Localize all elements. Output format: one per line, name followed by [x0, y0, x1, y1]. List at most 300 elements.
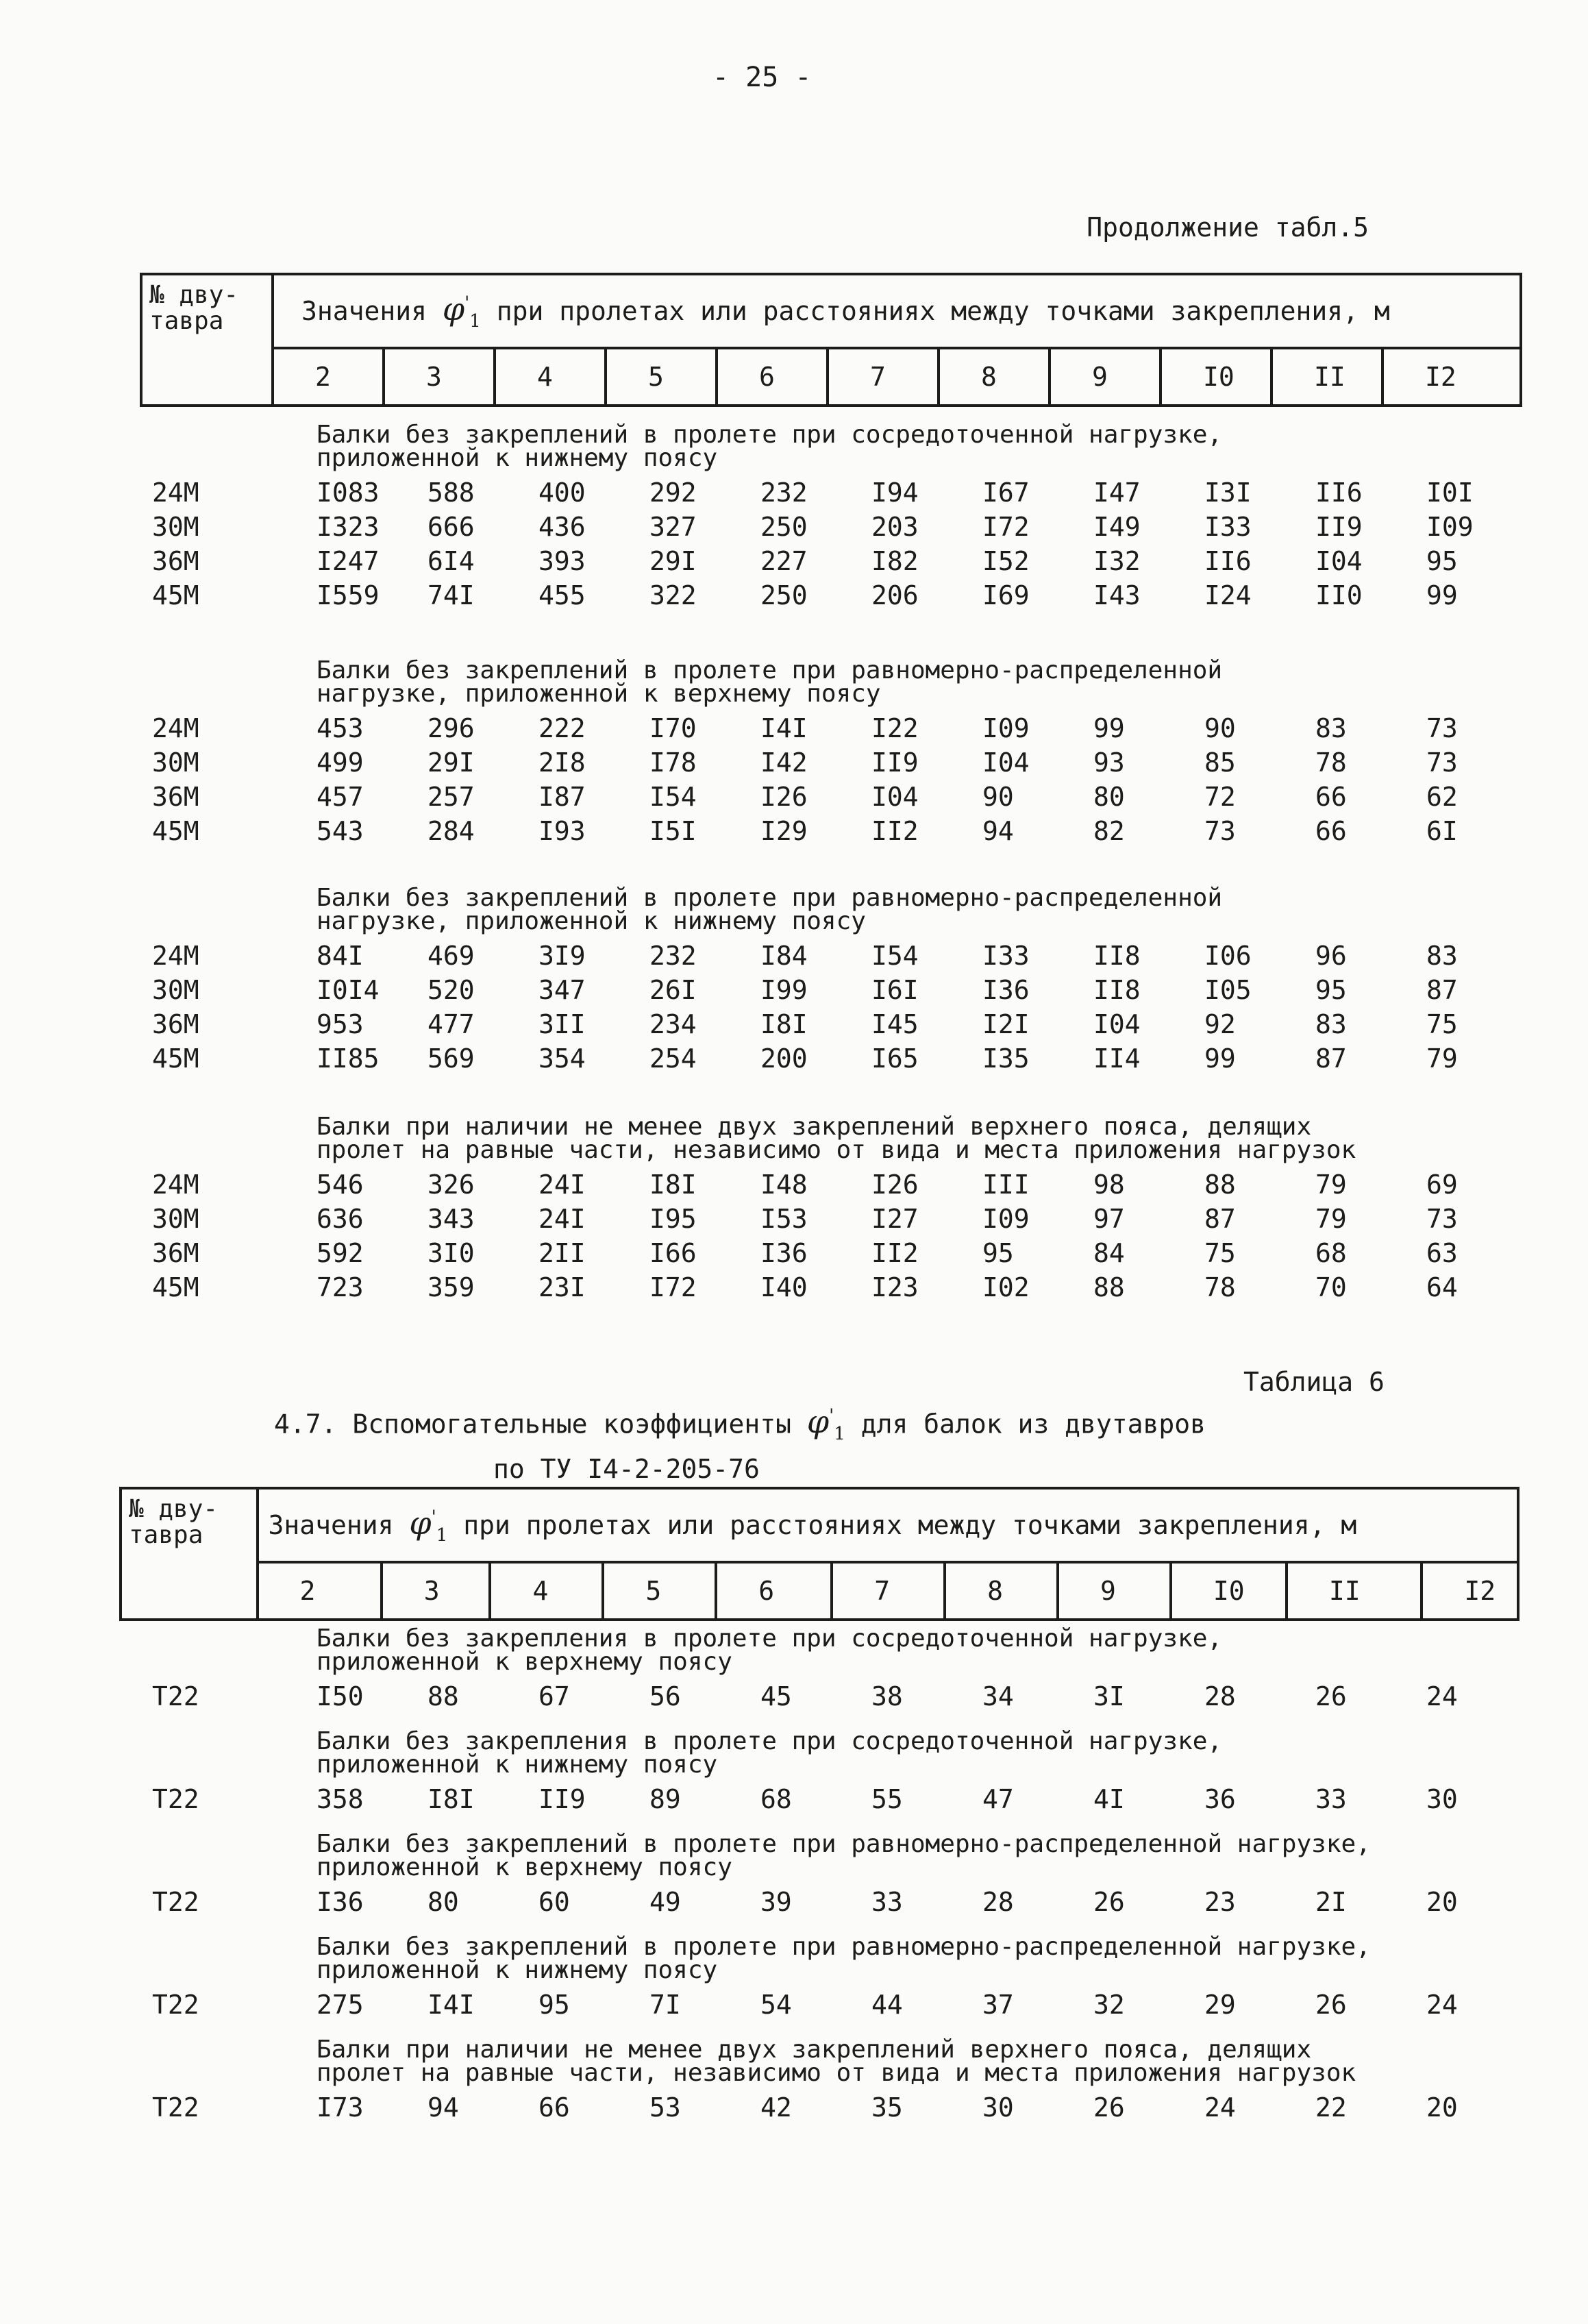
table-cell: 90	[1204, 713, 1236, 743]
table-cell: 93	[1093, 747, 1125, 778]
table-cell: 72	[1204, 782, 1236, 812]
table-cell: 2I8	[538, 747, 586, 778]
table-cell: 24	[1426, 1990, 1458, 2020]
table-cell: 87	[1204, 1204, 1236, 1234]
table-cell: 98	[1093, 1170, 1125, 1200]
section-title	[274, 1399, 1206, 1486]
table-row	[137, 1885, 1535, 1919]
group-title-line: нагрузке, приложенной к нижнему поясу	[317, 907, 866, 935]
group-title	[317, 1933, 1535, 1984]
table5-span-header: 7	[828, 348, 939, 406]
table6-label: Таблица 6	[1243, 1367, 1385, 1397]
table-cell: 26	[1093, 1887, 1125, 1917]
group-title-line: Балки без закреплений в пролете при равномерно-распределенной нагрузке,	[317, 1933, 1371, 1961]
table-cell: 83	[1315, 1009, 1347, 1039]
table-cell: 66	[1315, 782, 1347, 812]
table-cell: 94	[427, 2092, 459, 2123]
table5-header-prefix: Значения	[301, 295, 427, 326]
table-cell: I94	[871, 478, 919, 508]
table-cell: 44	[871, 1990, 903, 2020]
table-cell: 4I	[1093, 1784, 1125, 1814]
table6-group	[137, 1624, 1535, 1714]
beam-label: 36M	[152, 1009, 199, 1039]
table-row	[137, 510, 1535, 544]
beam-label: T22	[152, 2092, 199, 2123]
table-cell: 592	[317, 1238, 364, 1268]
group-title	[317, 884, 1535, 935]
table-cell: 80	[427, 1887, 459, 1917]
table-cell: 95	[1315, 975, 1347, 1005]
beam-label: 36M	[152, 782, 199, 812]
table-cell: 79	[1426, 1043, 1458, 1074]
table6-span-header: II	[1287, 1562, 1422, 1620]
table5-span-header: I2	[1382, 348, 1521, 406]
table-cell: 97	[1093, 1204, 1125, 1234]
beam-label: T22	[152, 1784, 199, 1814]
table-cell: 24I	[538, 1170, 586, 1200]
table-cell: 453	[317, 713, 364, 743]
table-cell: I36	[317, 1887, 364, 1917]
table-cell: 457	[317, 782, 364, 812]
table-cell: 222	[538, 713, 586, 743]
table-cell: 6I4	[427, 546, 475, 576]
table-cell: 400	[538, 478, 586, 508]
table-cell: 47	[982, 1784, 1014, 1814]
table-cell: I0I4	[317, 975, 380, 1005]
table-cell: II6	[1315, 478, 1363, 508]
table6-span-header: 2	[258, 1562, 382, 1620]
table-cell: I33	[982, 941, 1030, 971]
table5-col-header-beam-number: № дву- тавра	[141, 274, 273, 406]
table-cell: I78	[649, 747, 697, 778]
table-cell: I73	[317, 2092, 364, 2123]
table-cell: 26	[1093, 2092, 1125, 2123]
table-cell: 73	[1426, 713, 1458, 743]
table-cell: I04	[1093, 1009, 1141, 1039]
table-cell: 88	[1093, 1272, 1125, 1302]
table-cell: I29	[760, 816, 808, 846]
table-cell: 3I	[1093, 1681, 1125, 1711]
table-cell: I66	[649, 1238, 697, 1268]
beam-label: T22	[152, 1681, 199, 1711]
group-title-line: Балки без закрепления в пролете при сосредоточенной нагрузке,	[317, 1727, 1223, 1755]
table-cell: I40	[760, 1272, 808, 1302]
table-cell: 24	[1426, 1681, 1458, 1711]
table-cell: I49	[1093, 512, 1141, 542]
table-cell: II2	[871, 816, 919, 846]
table-cell: 66	[538, 2092, 570, 2123]
table-cell: 2II	[538, 1238, 586, 1268]
table-cell: 87	[1426, 975, 1458, 1005]
table-cell: 723	[317, 1272, 364, 1302]
beam-label: T22	[152, 1887, 199, 1917]
table-cell: 499	[317, 747, 364, 778]
group-title-line: Балки без закреплений в пролете при сосредоточенной нагрузке,	[317, 421, 1223, 449]
group-title	[317, 423, 1535, 470]
table6-span-header: 9	[1058, 1562, 1171, 1620]
table6-span-header: 5	[603, 1562, 716, 1620]
table-cell: 393	[538, 546, 586, 576]
table-cell: I54	[649, 782, 697, 812]
group-title-line: Балки без закреплений в пролете при равномерно-распределенной	[317, 884, 1223, 912]
table-cell: 343	[427, 1204, 475, 1234]
beam-label: 30M	[152, 747, 199, 778]
table-cell: 24	[1204, 2092, 1236, 2123]
table-cell: 45	[760, 1681, 792, 1711]
table-cell: 73	[1426, 1204, 1458, 1234]
table6-group	[137, 1830, 1535, 1919]
table-cell: 29I	[649, 546, 697, 576]
table-cell: 95	[982, 1238, 1014, 1268]
table-cell: 78	[1204, 1272, 1236, 1302]
table-cell: I36	[760, 1238, 808, 1268]
group-title-line: приложенной к верхнему поясу	[317, 1853, 732, 1881]
table5-header-suffix: при пролетах или расстояниях между точками закрепления, м	[496, 295, 1390, 326]
table-cell: I36	[982, 975, 1030, 1005]
table-cell: I083	[317, 478, 380, 508]
table-cell: 347	[538, 975, 586, 1005]
group-title-line: пролет на равные части, независимо от вида и места приложения нагрузок	[317, 1136, 1356, 1164]
table-cell: 2I	[1315, 1887, 1347, 1917]
table-cell: I04	[982, 747, 1030, 778]
table-cell: 588	[427, 478, 475, 508]
table5-group	[137, 884, 1535, 1076]
table-cell: III	[982, 1170, 1030, 1200]
table-cell: I84	[760, 941, 808, 971]
phi1-symbol: $\varphi'_1$	[806, 1403, 845, 1445]
beam-label: 30M	[152, 512, 199, 542]
group-title-line: нагрузке, приложенной к верхнему поясу	[317, 680, 881, 708]
group-title-line: Балки без закреплений в пролете при равномерно-распределенной нагрузке,	[317, 1830, 1371, 1858]
table6-header	[119, 1487, 1519, 1621]
table-cell: I35	[982, 1043, 1030, 1074]
table-cell: II0	[1315, 580, 1363, 610]
table-cell: 79	[1315, 1170, 1347, 1200]
table5-span-header: I0	[1161, 348, 1271, 406]
table-row	[137, 814, 1535, 848]
table-cell: I42	[760, 747, 808, 778]
table-cell: I0I	[1426, 478, 1474, 508]
table-cell: 29I	[427, 747, 475, 778]
table-cell: 63	[1426, 1238, 1458, 1268]
table-cell: I3I	[1204, 478, 1252, 508]
table-cell: I4I	[427, 1990, 475, 2020]
group-title	[317, 656, 1535, 708]
group-title-line: Балки при наличии не менее двух закреплений верхнего пояса, делящих	[317, 2036, 1312, 2064]
beam-label: 45M	[152, 1272, 199, 1302]
table-cell: 284	[427, 816, 475, 846]
table-cell: 200	[760, 1043, 808, 1074]
table-cell: I43	[1093, 580, 1141, 610]
table-cell: 23	[1204, 1887, 1236, 1917]
table-cell: 292	[649, 478, 697, 508]
section-title-line2: по ТУ I4-2-205-76	[493, 1453, 760, 1484]
table-cell: 543	[317, 816, 364, 846]
table6-span-header: 6	[716, 1562, 832, 1620]
table-cell: 67	[538, 1681, 570, 1711]
table-cell: I8I	[760, 1009, 808, 1039]
table-cell: I45	[871, 1009, 919, 1039]
table-cell: 99	[1093, 713, 1125, 743]
table-cell: I54	[871, 941, 919, 971]
table-cell: 232	[760, 478, 808, 508]
table-row	[137, 2090, 1535, 2125]
table-cell: I09	[982, 713, 1030, 743]
table5-group	[137, 423, 1535, 613]
table-cell: 206	[871, 580, 919, 610]
table-cell: 70	[1315, 1272, 1347, 1302]
table-cell: 68	[1315, 1238, 1347, 1268]
section-title-prefix: 4.7. Вспомогательные коэффициенты	[274, 1409, 791, 1439]
group-title-line: приложенной к нижнему поясу	[317, 444, 718, 472]
table-cell: I04	[1315, 546, 1363, 576]
table-cell: I70	[649, 713, 697, 743]
table-cell: 56	[649, 1681, 681, 1711]
group-title-line: Балки при наличии не менее двух закреплений верхнего пояса, делящих	[317, 1113, 1312, 1141]
table-row	[137, 973, 1535, 1007]
table-cell: I32	[1093, 546, 1141, 576]
table-cell: 99	[1426, 580, 1458, 610]
table-cell: 26I	[649, 975, 697, 1005]
table-cell: I4I	[760, 713, 808, 743]
table-cell: I323	[317, 512, 380, 542]
table-cell: I48	[760, 1170, 808, 1200]
table-cell: 68	[760, 1784, 792, 1814]
table-cell: 89	[649, 1784, 681, 1814]
table-cell: 354	[538, 1043, 586, 1074]
beam-label: 30M	[152, 1204, 199, 1234]
table-row	[137, 1202, 1535, 1236]
beam-label: 24M	[152, 478, 199, 508]
table-cell: 82	[1093, 816, 1125, 846]
table-cell: I559	[317, 580, 380, 610]
table-cell: 34	[982, 1681, 1014, 1711]
table5-group	[137, 1115, 1535, 1305]
group-title	[317, 1115, 1535, 1162]
table-cell: II8	[1093, 941, 1141, 971]
table6-group	[137, 1727, 1535, 1816]
table-cell: 358	[317, 1784, 364, 1814]
group-title	[317, 1727, 1535, 1779]
table-cell: I67	[982, 478, 1030, 508]
table-cell: 96	[1315, 941, 1347, 971]
beam-label: 45M	[152, 1043, 199, 1074]
table-cell: 232	[649, 941, 697, 971]
table5-span-header: 3	[384, 348, 495, 406]
table-cell: 35	[871, 2092, 903, 2123]
table5-span-header: 4	[495, 348, 606, 406]
beam-label: 45M	[152, 816, 199, 846]
table-cell: I47	[1093, 478, 1141, 508]
table-cell: 29	[1204, 1990, 1236, 2020]
table6-group	[137, 1933, 1535, 2022]
table-cell: 90	[982, 782, 1014, 812]
group-title-line: приложенной к нижнему поясу	[317, 1751, 718, 1779]
beam-label: 45M	[152, 580, 199, 610]
beam-label: 24M	[152, 713, 199, 743]
table-cell: 3I9	[538, 941, 586, 971]
table-cell: 275	[317, 1990, 364, 2020]
table-cell: I95	[649, 1204, 697, 1234]
table6-span-header: 7	[832, 1562, 945, 1620]
table6-group	[137, 2038, 1535, 2125]
table-cell: 227	[760, 546, 808, 576]
table-cell: I02	[982, 1272, 1030, 1302]
table-row	[137, 578, 1535, 613]
table-cell: 636	[317, 1204, 364, 1234]
table-cell: 477	[427, 1009, 475, 1039]
beam-label: 36M	[152, 546, 199, 576]
table6-span-header: 8	[945, 1562, 1058, 1620]
table-cell: 32	[1093, 1990, 1125, 2020]
table-cell: 49	[649, 1887, 681, 1917]
table-cell: 250	[760, 580, 808, 610]
table-cell: II6	[1204, 546, 1252, 576]
table-cell: 436	[538, 512, 586, 542]
table-cell: 322	[649, 580, 697, 610]
table-cell: 296	[427, 713, 475, 743]
table-cell: 74I	[427, 580, 475, 610]
table-row	[137, 1782, 1535, 1816]
table-row	[137, 1041, 1535, 1076]
table-cell: I22	[871, 713, 919, 743]
table-cell: 83	[1315, 713, 1347, 743]
table-cell: I53	[760, 1204, 808, 1234]
table-cell: 66	[1315, 816, 1347, 846]
table-cell: 60	[538, 1887, 570, 1917]
section-title-suffix: для балок из двутавров	[860, 1409, 1206, 1439]
table-cell: II8	[1093, 975, 1141, 1005]
table5-span-header: 6	[717, 348, 828, 406]
beam-label: 24M	[152, 1170, 199, 1200]
table-cell: 88	[427, 1681, 459, 1711]
group-title-line: пролет на равные части, независимо от вида и места приложения нагрузок	[317, 2059, 1356, 2087]
table-cell: I72	[982, 512, 1030, 542]
table-row	[137, 1236, 1535, 1270]
table-cell: 78	[1315, 747, 1347, 778]
table-cell: 234	[649, 1009, 697, 1039]
table-cell: I33	[1204, 512, 1252, 542]
table-cell: 20	[1426, 2092, 1458, 2123]
table-cell: I8I	[649, 1170, 697, 1200]
table-cell: 62	[1426, 782, 1458, 812]
table-cell: 28	[982, 1887, 1014, 1917]
group-title-line: Балки без закреплений в пролете при равномерно-распределенной	[317, 656, 1223, 684]
table-cell: 42	[760, 2092, 792, 2123]
table-row	[137, 1167, 1535, 1202]
table-row	[137, 711, 1535, 745]
table-row	[137, 1007, 1535, 1041]
table-cell: I69	[982, 580, 1030, 610]
table-cell: I24	[1204, 580, 1252, 610]
table-cell: 85	[1204, 747, 1236, 778]
table5-header-description	[273, 274, 1521, 348]
beam-label: 30M	[152, 975, 199, 1005]
table-cell: 6I	[1426, 816, 1458, 846]
table-cell: I65	[871, 1043, 919, 1074]
table5-span-header: II	[1271, 348, 1382, 406]
table5-span-header: 8	[939, 348, 1050, 406]
table-cell: I82	[871, 546, 919, 576]
table5-continuation-label: Продолжение табл.5	[1087, 212, 1369, 243]
table-cell: I27	[871, 1204, 919, 1234]
table6-header-description	[258, 1488, 1519, 1562]
table-cell: 55	[871, 1784, 903, 1814]
table-cell: 26	[1315, 1681, 1347, 1711]
table-cell: 83	[1426, 941, 1458, 971]
table-cell: II2	[871, 1238, 919, 1268]
table-cell: 28	[1204, 1681, 1236, 1711]
phi1-symbol: $\varphi'_1$	[409, 1504, 448, 1546]
table-cell: 7I	[649, 1990, 681, 2020]
table-cell: I09	[1426, 512, 1474, 542]
table-cell: II9	[538, 1784, 586, 1814]
group-title	[317, 1830, 1535, 1881]
table-cell: 88	[1204, 1170, 1236, 1200]
table-cell: 20	[1426, 1887, 1458, 1917]
table-cell: 53	[649, 2092, 681, 2123]
table-cell: I23	[871, 1272, 919, 1302]
table6-col-header-beam-number: № дву- тавра	[121, 1488, 258, 1620]
table-cell: 75	[1426, 1009, 1458, 1039]
table-cell: I6I	[871, 975, 919, 1005]
table6-span-header: I0	[1171, 1562, 1287, 1620]
table-row	[137, 1679, 1535, 1714]
phi1-symbol: $\varphi'_1$	[442, 290, 481, 332]
table-cell: 546	[317, 1170, 364, 1200]
table5-span-header: 5	[606, 348, 717, 406]
page-number: - 25 -	[712, 62, 812, 93]
table-cell: II9	[871, 747, 919, 778]
table-row	[137, 1270, 1535, 1305]
table-cell: 64	[1426, 1272, 1458, 1302]
table-cell: 95	[538, 1990, 570, 2020]
group-title-line: приложенной к нижнему поясу	[317, 1956, 718, 1984]
table-cell: 22	[1315, 2092, 1347, 2123]
table-cell: I06	[1204, 941, 1252, 971]
table-cell: I87	[538, 782, 586, 812]
table-cell: 33	[871, 1887, 903, 1917]
table-cell: 95	[1426, 546, 1458, 576]
table-cell: 33	[1315, 1784, 1347, 1814]
table6-span-header: I2	[1422, 1562, 1518, 1620]
table-cell: I93	[538, 816, 586, 846]
table-cell: 26	[1315, 1990, 1347, 2020]
table-cell: 469	[427, 941, 475, 971]
table-cell: 953	[317, 1009, 364, 1039]
table-row	[137, 745, 1535, 780]
group-title	[317, 2038, 1535, 2085]
table-cell: 30	[1426, 1784, 1458, 1814]
table-cell: I05	[1204, 975, 1252, 1005]
table-cell: II9	[1315, 512, 1363, 542]
table-cell: 254	[649, 1043, 697, 1074]
table-cell: 79	[1315, 1204, 1347, 1234]
table-cell: 38	[871, 1681, 903, 1711]
table-cell: I2I	[982, 1009, 1030, 1039]
table5-span-header: 9	[1050, 348, 1161, 406]
table-cell: I26	[871, 1170, 919, 1200]
table6-header-suffix: при пролетах или расстояниях между точками закрепления, м	[463, 1509, 1357, 1540]
group-title-line: Балки без закрепления в пролете при сосредоточенной нагрузке,	[317, 1624, 1223, 1653]
table5-span-header: 2	[273, 348, 384, 406]
table-cell: I247	[317, 546, 380, 576]
table-cell: 203	[871, 512, 919, 542]
beam-label: 36M	[152, 1238, 199, 1268]
table-cell: 250	[760, 512, 808, 542]
table-cell: 520	[427, 975, 475, 1005]
table-cell: 257	[427, 782, 475, 812]
